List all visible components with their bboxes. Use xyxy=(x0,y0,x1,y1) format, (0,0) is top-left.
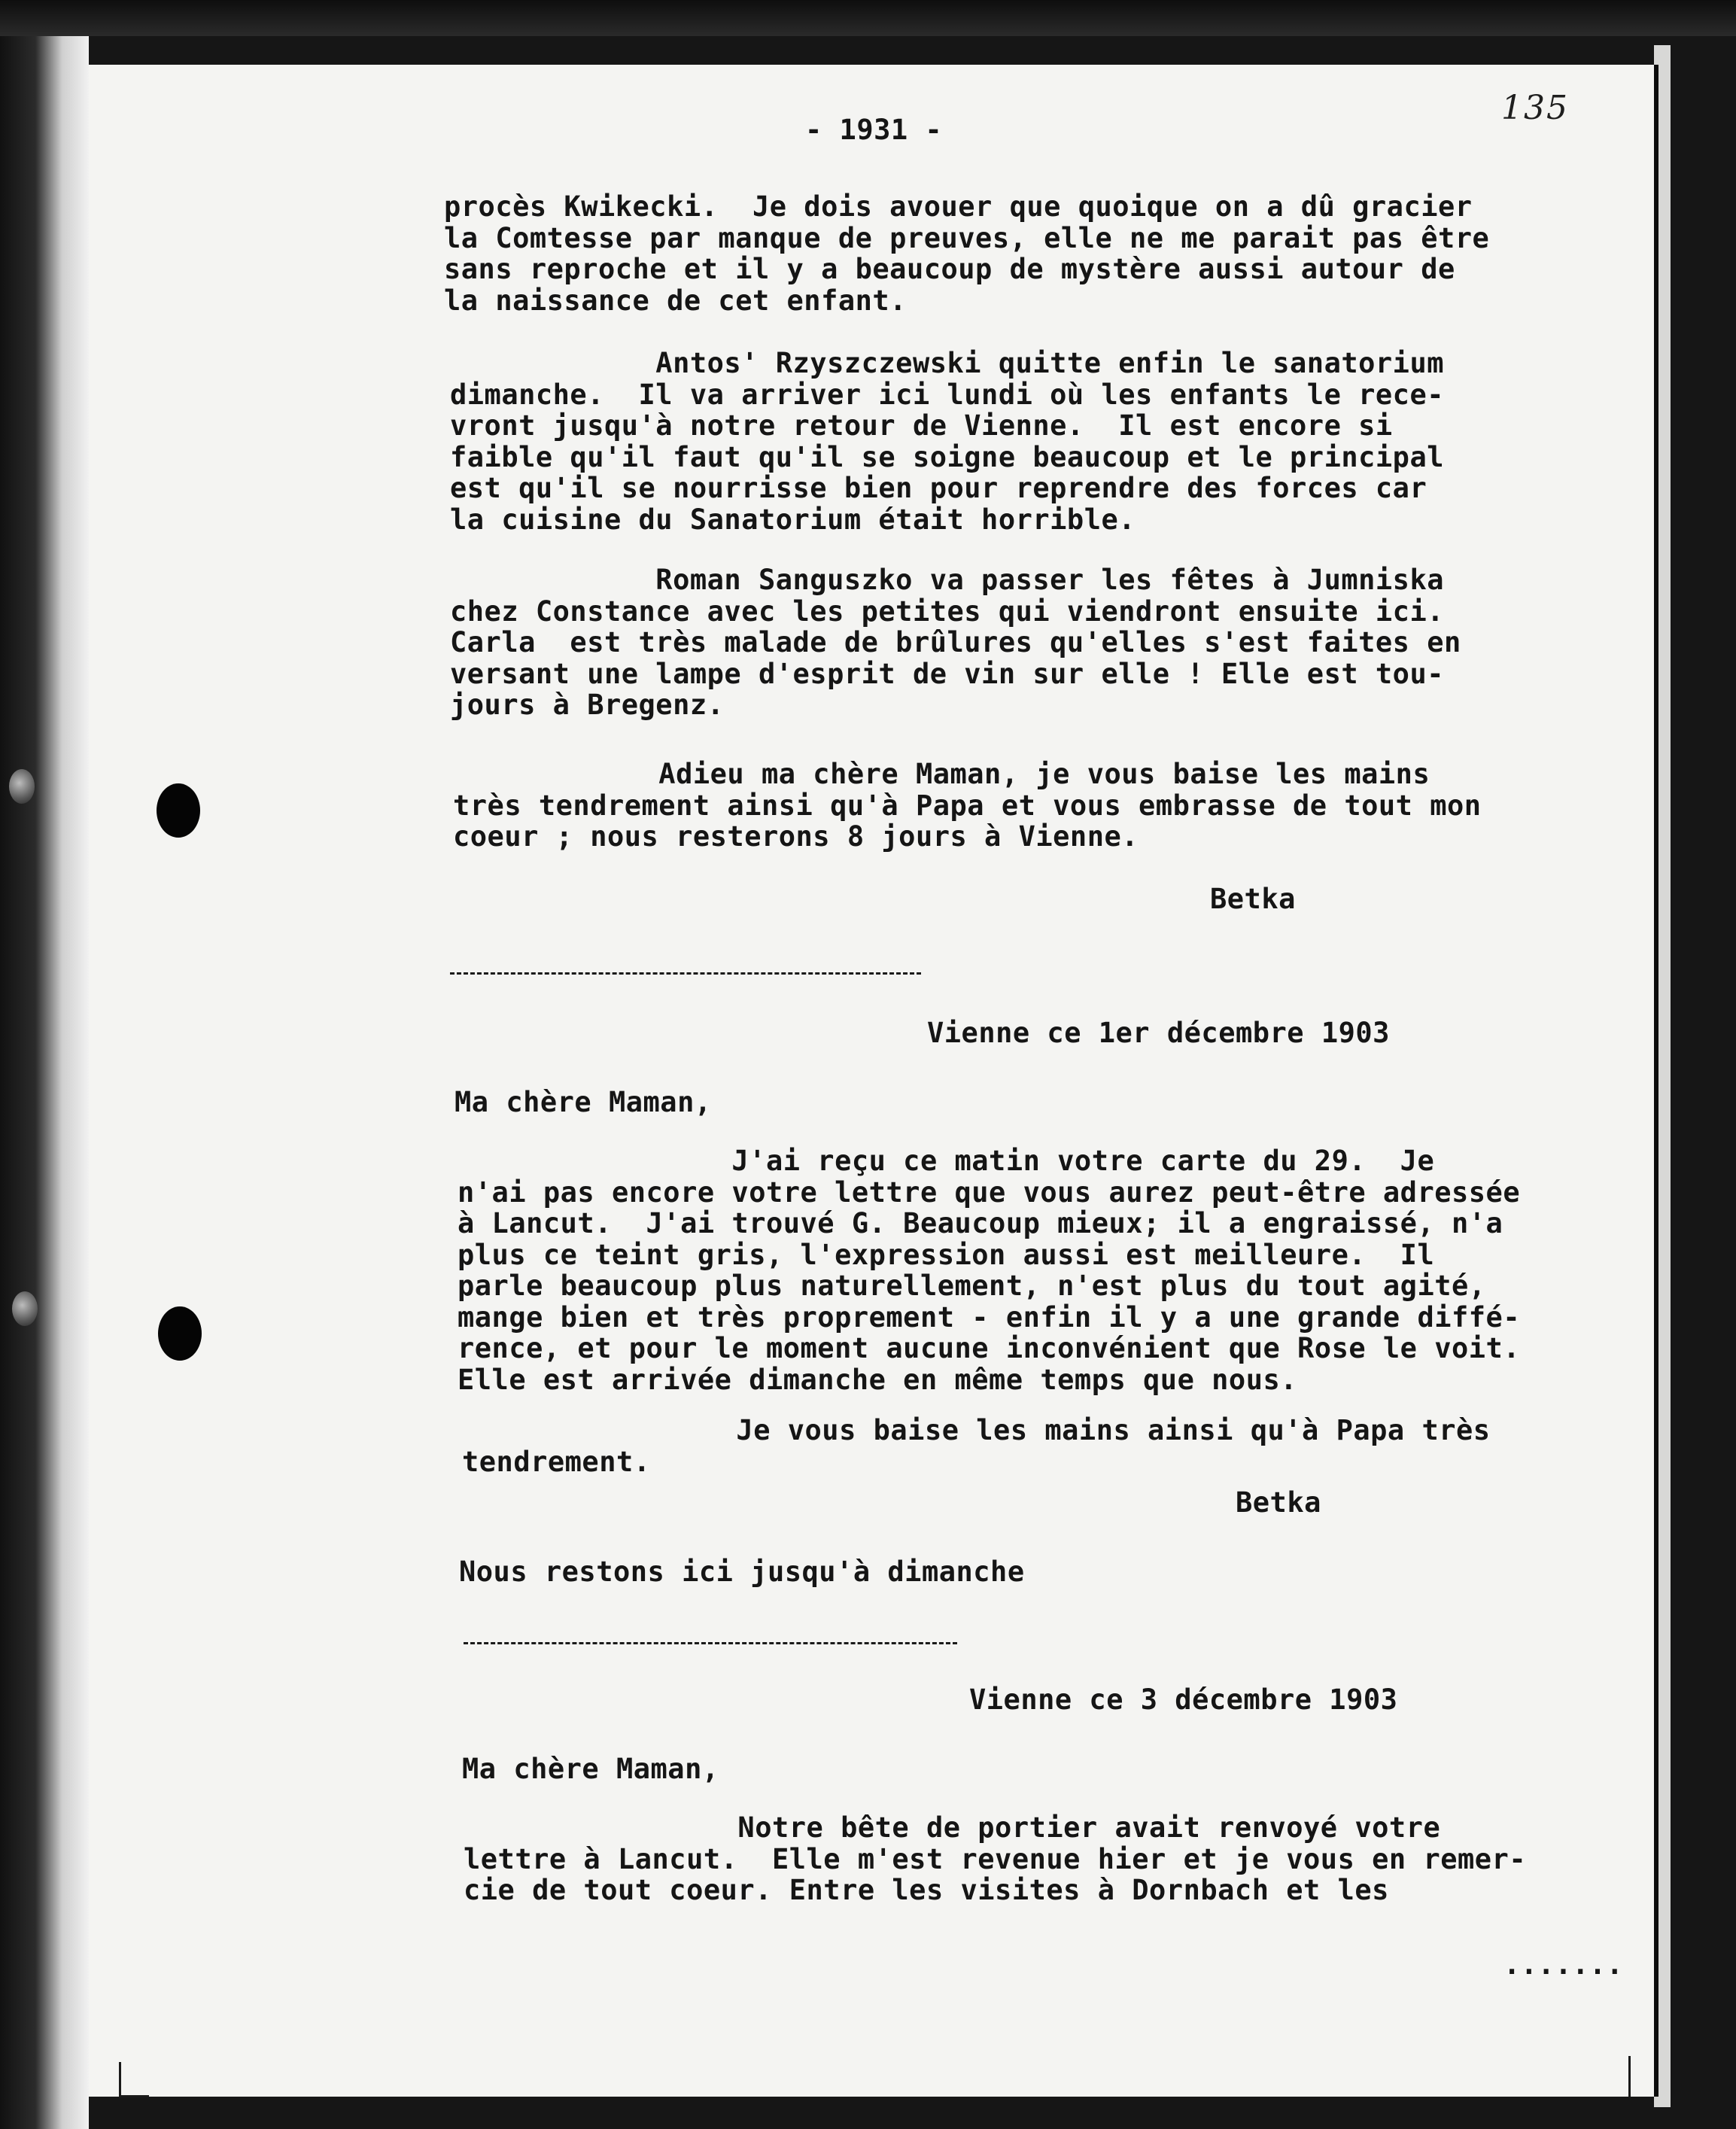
text-line: la cuisine du Sanatorium était horrible. xyxy=(450,503,1136,536)
archive-number: 135 xyxy=(1501,89,1569,127)
text-line: Je vous baise les mains ainsi qu'à Papa très xyxy=(462,1414,1491,1446)
document-page xyxy=(89,65,1654,2097)
text-line: Elle est arrivée dimanche en même temps que nous. xyxy=(458,1363,1298,1396)
postscript: Nous restons ici jusqu'à dimanche xyxy=(459,1556,1025,1588)
text-line: Notre bête de portier avait renvoyé votre xyxy=(464,1811,1441,1844)
text-line: faible qu'il faut qu'il se soigne beaucoup et le principal xyxy=(450,440,1445,473)
letter-body xyxy=(464,1812,1526,1906)
text-line: rence, et pour le moment aucune inconvénient que Rose le voit. xyxy=(458,1332,1521,1364)
text-line: à Lancut. J'ai trouvé G. Beaucoup mieux; il a engraissé, n'a xyxy=(458,1207,1503,1239)
text-line: Roman Sanguszko va passer les fêtes à Jumniska xyxy=(450,564,1445,596)
paragraph-3 xyxy=(450,564,1461,721)
paragraph-2 xyxy=(450,348,1444,535)
continuation-marker: ....... xyxy=(1503,1948,1624,1981)
scan-edge-top xyxy=(0,0,1736,36)
text-line: lettre à Lancut. Elle m'est revenue hier et je vous en remer- xyxy=(464,1842,1527,1875)
text-line: versant une lampe d'esprit de vin sur elle ! Elle est tou- xyxy=(450,657,1445,690)
crop-mark xyxy=(119,2095,149,2097)
punch-hole xyxy=(158,1306,202,1361)
binder-rivet xyxy=(12,1291,38,1326)
text-line: Antos' Rzyszczewski quitte enfin le sanatorium xyxy=(450,347,1445,379)
text-line: Adieu ma chère Maman, je vous baise les mains xyxy=(453,758,1430,790)
text-line: la Comtesse par manque de preuves, elle ne me parait pas être xyxy=(444,221,1490,254)
dateline: Vienne ce 3 décembre 1903 xyxy=(969,1683,1398,1716)
text-line: mange bien et très proprement - enfin il y a une grande diffé- xyxy=(458,1300,1521,1334)
text-line: parle beaucoup plus naturellement, n'est plus du tout agité, xyxy=(458,1270,1486,1302)
punch-hole xyxy=(157,783,200,838)
section-divider xyxy=(464,1642,957,1644)
signature: Betka xyxy=(1210,883,1296,915)
paragraph-4 xyxy=(453,759,1482,853)
text-line: plus ce teint gris, l'expression aussi est meilleure. Il xyxy=(458,1238,1435,1271)
crop-mark xyxy=(119,2062,121,2097)
text-line: chez Constance avec les petites qui viendront ensuite ici. xyxy=(450,595,1445,628)
text-line: la naissance de cet enfant. xyxy=(444,284,907,317)
page-stack-edge xyxy=(1654,45,1671,2107)
paragraph-1 xyxy=(444,191,1489,316)
text-line: sans reproche et il y a beaucoup de mystère aussi autour de xyxy=(444,253,1455,285)
text-line: n'ai pas encore votre lettre que vous aurez peut-être adressée xyxy=(458,1176,1521,1209)
section-divider xyxy=(450,972,921,975)
text-line: procès Kwikecki. Je dois avouer que quoique on a dû gracier xyxy=(444,190,1473,223)
text-line: cie de tout coeur. Entre les visites à Dornbach et les xyxy=(464,1874,1389,1906)
text-line: jours à Bregenz. xyxy=(450,689,725,721)
salutation: Ma chère Maman, xyxy=(462,1753,719,1785)
binder-strip xyxy=(0,36,89,2129)
binder-rivet xyxy=(9,769,35,804)
signature: Betka xyxy=(1236,1486,1321,1519)
text-line: tendrement. xyxy=(462,1445,651,1478)
text-line: est qu'il se nourrisse bien pour reprendre des forces car xyxy=(450,472,1427,504)
text-line: très tendrement ainsi qu'à Papa et vous embrasse de tout mon xyxy=(453,789,1482,822)
salutation: Ma chère Maman, xyxy=(455,1086,712,1118)
crop-mark xyxy=(1628,2056,1631,2097)
text-line: vront jusqu'à notre retour de Vienne. Il est encore si xyxy=(450,409,1393,442)
text-line: J'ai reçu ce matin votre carte du 29. Je xyxy=(458,1145,1435,1177)
page-number: - 1931 - xyxy=(805,114,943,146)
text-line: dimanche. Il va arriver ici lundi où les enfants le rece- xyxy=(450,378,1445,411)
dateline: Vienne ce 1er décembre 1903 xyxy=(927,1017,1390,1049)
text-line: Carla est très malade de brûlures qu'elles s'est faites en xyxy=(450,626,1461,658)
letter-closing xyxy=(462,1415,1491,1477)
letter-body xyxy=(458,1145,1520,1395)
text-line: coeur ; nous resterons 8 jours à Vienne. xyxy=(453,820,1139,853)
